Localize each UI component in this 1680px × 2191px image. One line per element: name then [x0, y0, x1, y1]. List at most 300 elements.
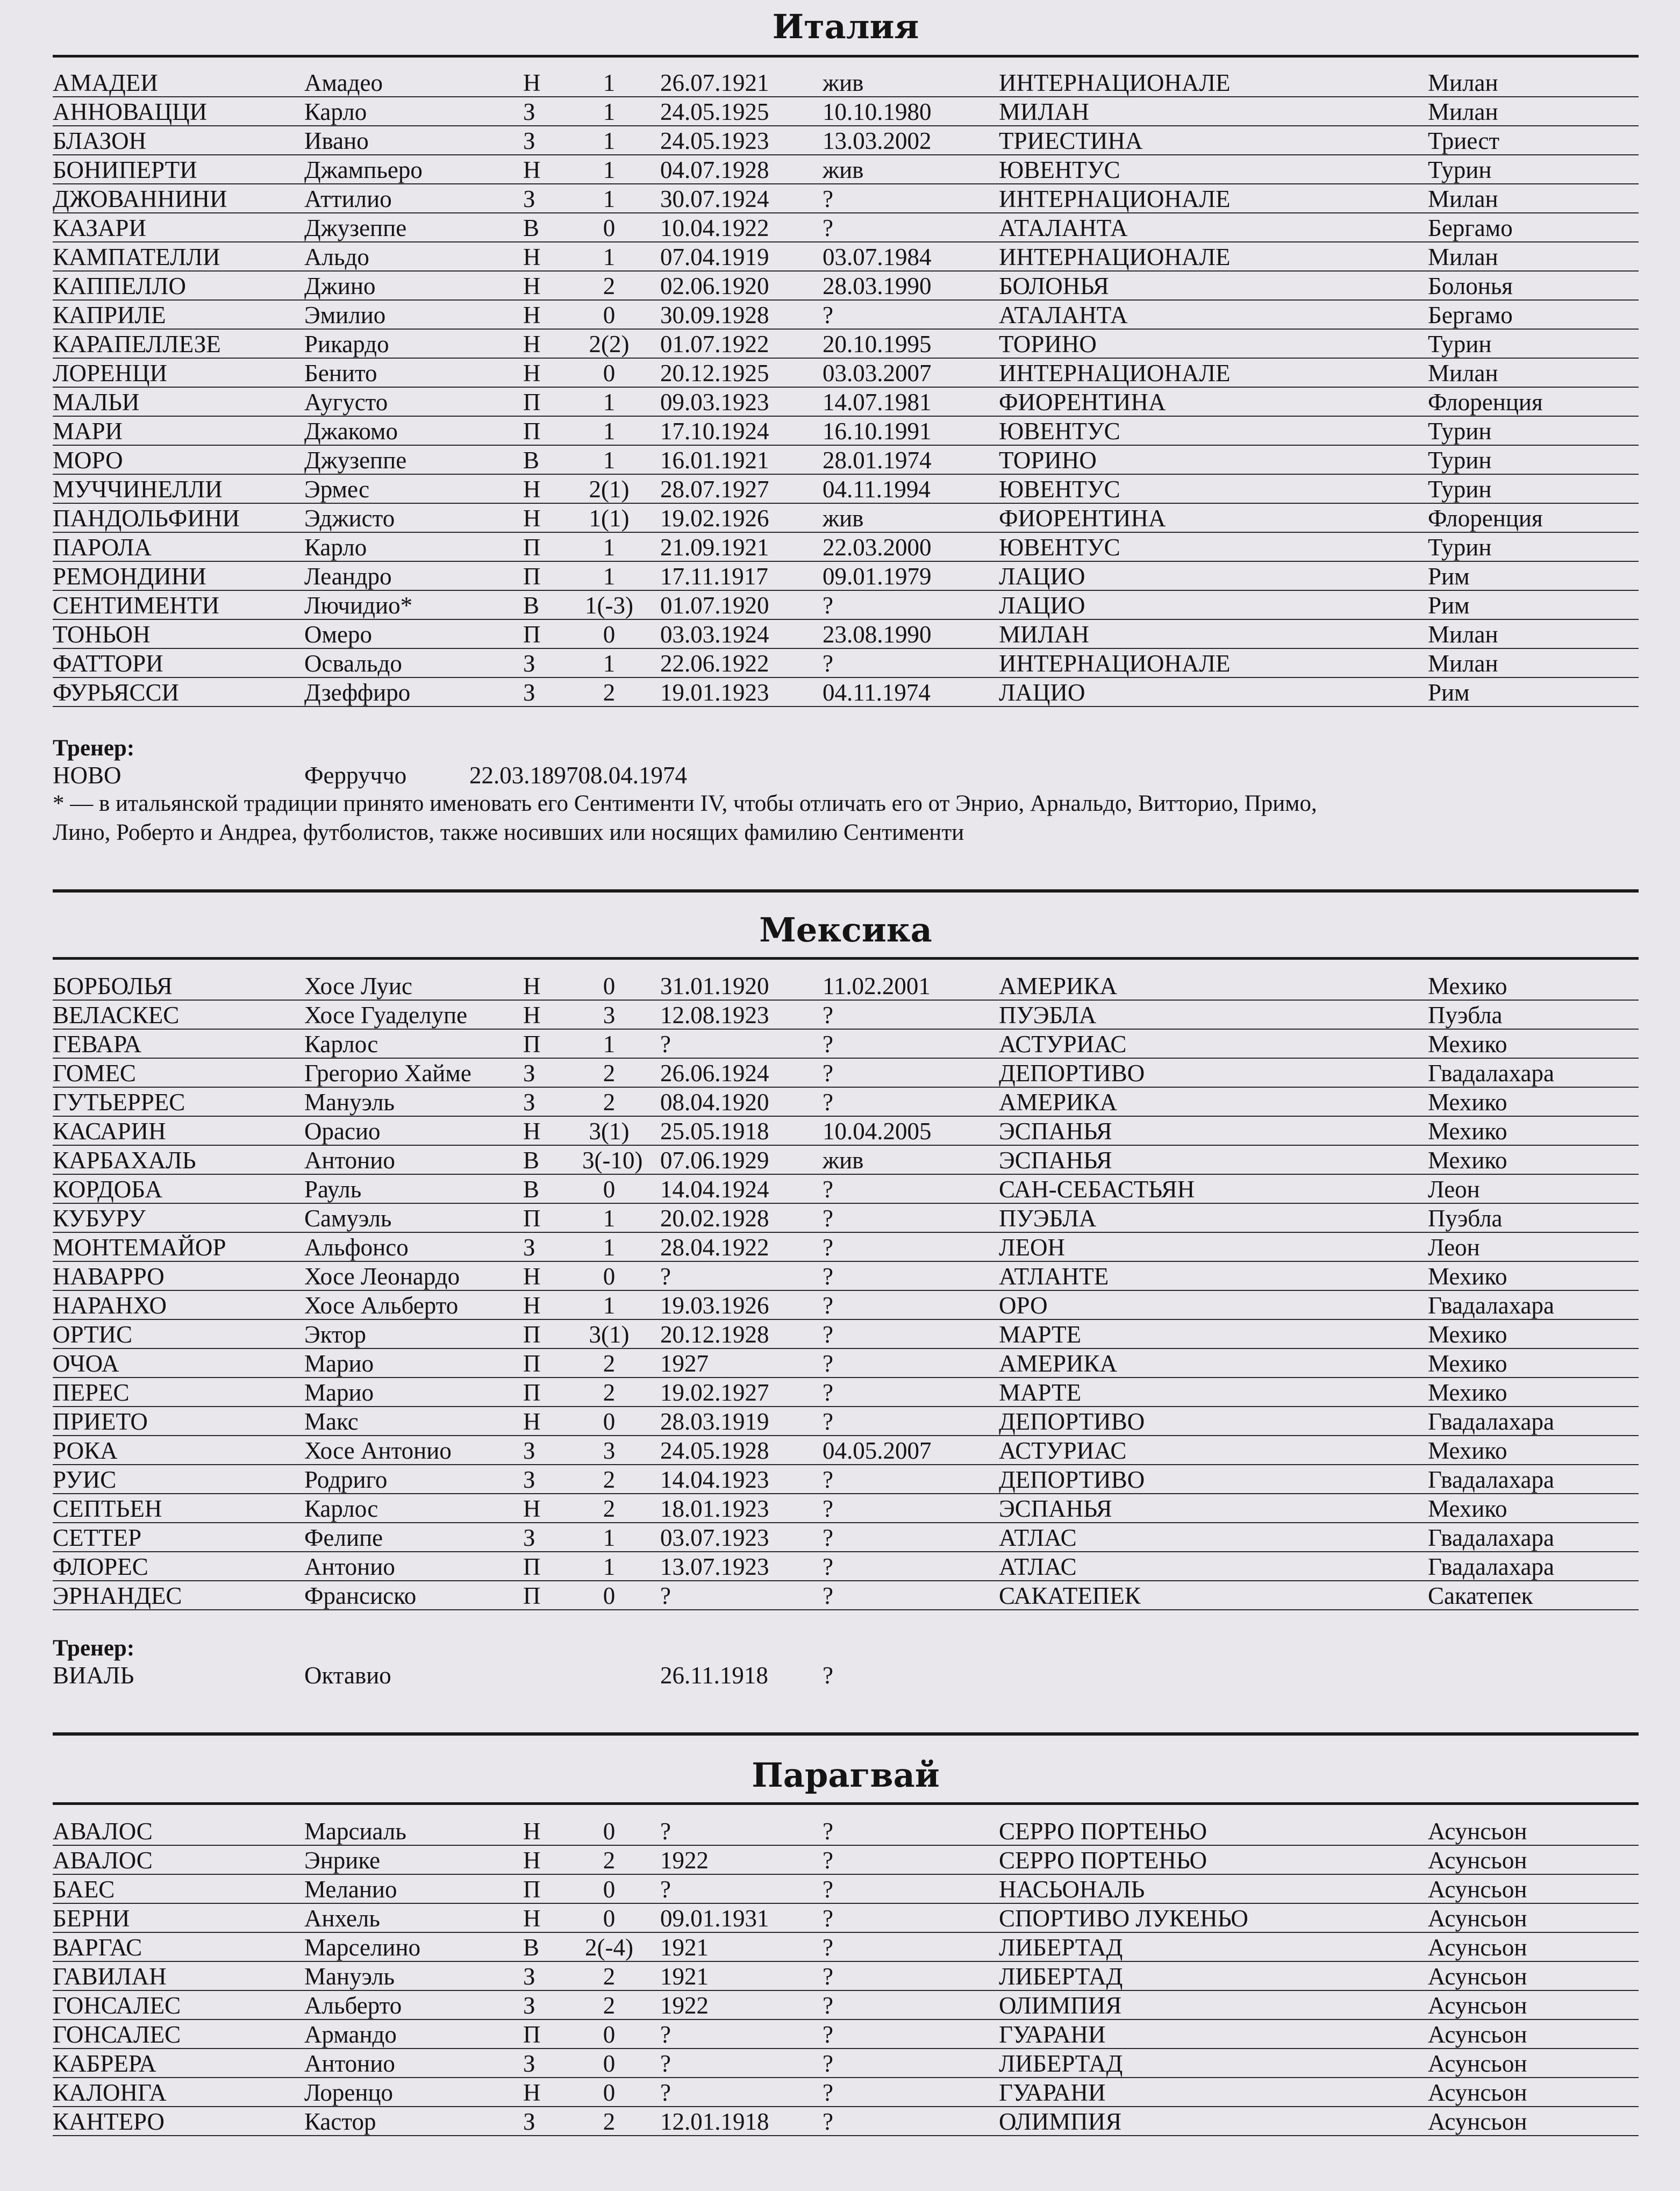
cell-birth-date: 30.07.1924	[660, 185, 769, 212]
cell-death-date: ?	[823, 650, 833, 677]
cell-position: П	[523, 1350, 541, 1377]
cell-position: З	[523, 1963, 535, 1990]
cell-position: З	[523, 98, 535, 125]
cell-goals: 1	[603, 69, 616, 96]
cell-death-date: ?	[823, 1031, 833, 1058]
cell-birth-date: 24.05.1925	[660, 98, 769, 125]
cell-city: Гвадалахара	[1428, 1292, 1554, 1319]
cell-club: ЮВЕНТУС	[999, 156, 1120, 183]
cell-first-name: Самуэль	[304, 1205, 392, 1232]
cell-goals: 2(-4)	[585, 1934, 633, 1961]
cell-first-name: Лючидио*	[304, 592, 413, 619]
section-title-mexico: Мексика	[759, 910, 932, 950]
cell-position: П	[523, 1582, 541, 1609]
cell-city: Милан	[1428, 621, 1498, 648]
cell-club: ГУАРАНИ	[999, 2021, 1106, 2048]
cell-surname: АМАДЕИ	[53, 69, 158, 96]
cell-death-date: ?	[823, 2021, 833, 2048]
cell-city: Рим	[1428, 679, 1470, 706]
cell-position: Н	[523, 1408, 541, 1435]
cell-death-date: 09.01.1979	[823, 563, 932, 590]
cell-position: П	[523, 1876, 541, 1903]
cell-goals: 0	[603, 1176, 616, 1203]
table-row	[53, 1175, 1639, 1204]
cell-first-name: Джино	[304, 273, 376, 299]
cell-death-date: ?	[823, 1905, 833, 1932]
cell-goals: 2	[603, 1992, 616, 2019]
cell-first-name: Эмилио	[304, 302, 386, 329]
cell-birth-date: 09.03.1923	[660, 389, 769, 416]
cell-club: ЭСПАНЬЯ	[999, 1118, 1112, 1145]
cell-city: Гвадалахара	[1428, 1553, 1554, 1580]
cell-goals: 1	[603, 244, 616, 270]
cell-surname: АВАЛОС	[53, 1818, 153, 1845]
section-rule	[53, 1802, 1639, 1805]
table-row	[53, 1117, 1639, 1146]
cell-position: Н	[523, 1118, 541, 1145]
cell-first-name: Армандо	[304, 2021, 397, 2048]
cell-death-date: 03.07.1984	[823, 244, 932, 270]
cell-city: Милан	[1428, 650, 1498, 677]
cell-position: З	[523, 2050, 535, 2077]
table-row	[53, 2107, 1639, 2136]
cell-birth-date: 31.01.1920	[660, 973, 769, 1000]
cell-city: Милан	[1428, 185, 1498, 212]
cell-death-date: ?	[823, 1234, 833, 1261]
cell-goals: 1	[603, 1524, 616, 1551]
cell-goals: 0	[603, 2050, 616, 2077]
cell-surname: ПАНДОЛЬФИНИ	[53, 505, 240, 532]
cell-surname: МАРИ	[53, 418, 123, 445]
cell-goals: 2	[603, 1963, 616, 1990]
cell-first-name: Освальдо	[304, 650, 402, 677]
cell-death-date: ?	[823, 1876, 833, 1903]
cell-city: Мехико	[1428, 1495, 1507, 1522]
cell-city: Мехико	[1428, 1263, 1507, 1290]
table-row	[53, 1904, 1639, 1933]
cell-goals: 2	[603, 273, 616, 299]
cell-birth-date: 03.07.1923	[660, 1524, 769, 1551]
cell-first-name: Макс	[304, 1408, 359, 1435]
cell-surname: НАРАНХО	[53, 1292, 167, 1319]
cell-surname: КАРБАХАЛЬ	[53, 1147, 196, 1174]
cell-position: Н	[523, 69, 541, 96]
cell-city: Милан	[1428, 360, 1498, 387]
cell-first-name: Франсиско	[304, 1582, 417, 1609]
cell-city: Рим	[1428, 563, 1470, 590]
cell-first-name: Кастор	[304, 2108, 376, 2135]
table-row	[53, 591, 1639, 620]
cell-surname: КАПРИЛЕ	[53, 302, 166, 329]
cell-goals: 0	[603, 621, 616, 648]
cell-first-name: Орасио	[304, 1118, 381, 1145]
section-divider	[53, 1732, 1639, 1736]
cell-goals: 0	[603, 360, 616, 387]
cell-death-date: ?	[823, 215, 833, 241]
cell-surname: МАЛЬИ	[53, 389, 140, 416]
cell-surname: ПАРОЛА	[53, 534, 152, 561]
cell-goals: 0	[603, 1905, 616, 1932]
cell-city: Турин	[1428, 534, 1492, 561]
cell-position: П	[523, 1379, 541, 1406]
cell-birth-date: 04.07.1928	[660, 156, 769, 183]
table-row	[53, 1933, 1639, 1962]
cell-first-name: Фелипе	[304, 1524, 383, 1551]
cell-position: З	[523, 2108, 535, 2135]
cell-goals: 2	[603, 1089, 616, 1116]
cell-position: З	[523, 127, 535, 154]
cell-city: Флоренция	[1428, 389, 1543, 416]
cell-birth-date: 21.09.1921	[660, 534, 769, 561]
cell-death-date: жив	[823, 69, 864, 96]
cell-position: П	[523, 534, 541, 561]
cell-surname: АВАЛОС	[53, 1847, 153, 1874]
cell-club: ЛЕОН	[999, 1234, 1066, 1261]
table-row	[53, 972, 1639, 1001]
cell-position: В	[523, 592, 540, 619]
cell-city: Бергамо	[1428, 302, 1513, 329]
coach-name: Ферруччо	[304, 762, 407, 789]
cell-club: ОЛИМПИЯ	[999, 1992, 1122, 2019]
table-row	[53, 1465, 1639, 1494]
cell-goals: 0	[603, 215, 616, 241]
cell-goals: 2	[603, 1847, 616, 1874]
cell-death-date: 28.01.1974	[823, 447, 932, 474]
cell-surname: РОКА	[53, 1437, 118, 1464]
table-row	[53, 678, 1639, 707]
cell-goals: 0	[603, 973, 616, 1000]
cell-club: ТРИЕСТИНА	[999, 127, 1143, 154]
cell-goals: 2	[603, 1495, 616, 1522]
cell-surname: БАЕС	[53, 1876, 115, 1903]
cell-first-name: Эрмес	[304, 476, 370, 503]
table-row	[53, 359, 1639, 388]
cell-goals: 1	[603, 418, 616, 445]
cell-death-date: ?	[823, 1060, 833, 1087]
section-rule	[53, 55, 1639, 58]
footnote-line: * — в итальянской традиции принято именовать его Сентименти IV, чтобы отличать его от Энрио, Арнальдо, Витторио, Примо,	[53, 791, 1317, 816]
cell-goals: 0	[603, 1818, 616, 1845]
table-row	[53, 562, 1639, 591]
cell-birth-date: 25.05.1918	[660, 1118, 769, 1145]
cell-surname: МУЧЧИНЕЛЛИ	[53, 476, 223, 503]
cell-position: З	[523, 185, 535, 212]
cell-city: Пуэбла	[1428, 1205, 1503, 1232]
cell-position: П	[523, 1321, 541, 1348]
coach-surname: ВИАЛЬ	[53, 1662, 134, 1689]
cell-city: Мехико	[1428, 1031, 1507, 1058]
table-row	[53, 2020, 1639, 2049]
cell-club: ИНТЕРНАЦИОНАЛЕ	[999, 69, 1231, 96]
section-divider	[53, 889, 1639, 893]
cell-city: Асунсьон	[1428, 1992, 1527, 2019]
table-row	[53, 1059, 1639, 1088]
cell-death-date: 13.03.2002	[823, 127, 932, 154]
cell-city: Мехико	[1428, 1350, 1507, 1377]
section-rule	[53, 957, 1639, 960]
table-row	[53, 1146, 1639, 1175]
cell-club: ДЕПОРТИВО	[999, 1060, 1145, 1087]
cell-city: Пуэбла	[1428, 1002, 1503, 1029]
cell-birth-date: 18.01.1923	[660, 1495, 769, 1522]
cell-city: Болонья	[1428, 273, 1513, 299]
cell-goals: 1	[603, 534, 616, 561]
cell-city: Сакатепек	[1428, 1582, 1533, 1609]
section-italy	[53, 5, 1639, 847]
cell-birth-date: 1922	[660, 1992, 709, 2019]
cell-first-name: Хосе Антонио	[304, 1437, 452, 1464]
cell-goals: 2(2)	[589, 331, 630, 358]
cell-first-name: Марсиаль	[304, 1818, 406, 1845]
cell-birth-date: 22.06.1922	[660, 650, 769, 677]
cell-first-name: Альфонсо	[304, 1234, 409, 1261]
cell-position: З	[523, 1992, 535, 2019]
cell-birth-date: 01.07.1922	[660, 331, 769, 358]
cell-club: ЛИБЕРТАД	[999, 2050, 1123, 2077]
table-row	[53, 1875, 1639, 1904]
cell-death-date: ?	[823, 1350, 833, 1377]
table-row	[53, 68, 1639, 97]
cell-club: МАРТЕ	[999, 1321, 1082, 1348]
cell-birth-date: 14.04.1924	[660, 1176, 769, 1203]
cell-birth-date: 19.02.1926	[660, 505, 769, 532]
cell-birth-date: 24.05.1928	[660, 1437, 769, 1464]
cell-first-name: Меланио	[304, 1876, 397, 1903]
cell-position: З	[523, 1234, 535, 1261]
cell-city: Асунсьон	[1428, 2108, 1527, 2135]
cell-position: Н	[523, 1002, 541, 1029]
cell-surname: МОРО	[53, 447, 123, 474]
cell-club: АМЕРИКА	[999, 1089, 1118, 1116]
cell-club: ЮВЕНТУС	[999, 534, 1120, 561]
player-table-paraguay	[53, 1817, 1639, 2136]
cell-surname: КАРАПЕЛЛЕЗЕ	[53, 331, 221, 358]
table-row	[53, 1494, 1639, 1523]
cell-birth-date: 1927	[660, 1350, 709, 1377]
cell-surname: СЕНТИМЕНТИ	[53, 592, 219, 619]
cell-death-date: ?	[823, 1524, 833, 1551]
table-row	[53, 1088, 1639, 1117]
cell-death-date: ?	[823, 1292, 833, 1319]
cell-first-name: Мануэль	[304, 1089, 395, 1116]
cell-death-date: 10.04.2005	[823, 1118, 932, 1145]
cell-position: В	[523, 1176, 540, 1203]
cell-birth-date: 12.01.1918	[660, 2108, 769, 2135]
player-table-italy	[53, 68, 1639, 707]
cell-position: П	[523, 1031, 541, 1058]
cell-club: СЕРРО ПОРТЕНЬО	[999, 1818, 1207, 1845]
cell-position: З	[523, 1089, 535, 1116]
cell-death-date: ?	[823, 1495, 833, 1522]
cell-position: Н	[523, 1905, 541, 1932]
cell-position: Н	[523, 244, 541, 270]
table-row	[53, 1320, 1639, 1349]
cell-city: Леон	[1428, 1234, 1480, 1261]
cell-death-date: ?	[823, 1205, 833, 1232]
cell-death-date: 22.03.2000	[823, 534, 932, 561]
cell-birth-date: ?	[660, 2079, 671, 2106]
table-row	[53, 155, 1639, 184]
cell-goals: 2	[603, 679, 616, 706]
cell-club: ДЕПОРТИВО	[999, 1466, 1145, 1493]
cell-city: Гвадалахара	[1428, 1524, 1554, 1551]
table-row	[53, 446, 1639, 475]
cell-club: ИНТЕРНАЦИОНАЛЕ	[999, 650, 1231, 677]
cell-first-name: Марселино	[304, 1934, 421, 1961]
table-row	[53, 97, 1639, 126]
cell-city: Милан	[1428, 98, 1498, 125]
table-row	[53, 213, 1639, 242]
cell-death-date: ?	[823, 1847, 833, 1874]
cell-city: Мехико	[1428, 1147, 1507, 1174]
cell-surname: КАБРЕРА	[53, 2050, 156, 2077]
cell-birth-date: ?	[660, 2021, 671, 2048]
cell-club: ПУЭБЛА	[999, 1002, 1097, 1029]
cell-city: Милан	[1428, 69, 1498, 96]
cell-position: З	[523, 679, 535, 706]
cell-goals: 0	[603, 1263, 616, 1290]
cell-goals: 3(-10)	[582, 1147, 643, 1174]
cell-club: АТЛАС	[999, 1524, 1077, 1551]
cell-surname: КАНТЕРО	[53, 2108, 165, 2135]
table-row	[53, 1407, 1639, 1436]
cell-death-date: ?	[823, 1263, 833, 1290]
cell-first-name: Рауль	[304, 1176, 362, 1203]
cell-first-name: Хосе Гуаделупе	[304, 1002, 468, 1029]
cell-city: Асунсьон	[1428, 2050, 1527, 2077]
cell-club: ИНТЕРНАЦИОНАЛЕ	[999, 185, 1231, 212]
cell-goals: 0	[603, 1408, 616, 1435]
cell-surname: КАЛОНГА	[53, 2079, 167, 2106]
cell-goals: 0	[603, 1582, 616, 1609]
cell-club: ФИОРЕНТИНА	[999, 505, 1166, 532]
table-row	[53, 126, 1639, 155]
cell-position: П	[523, 2021, 541, 2048]
cell-first-name: Карло	[304, 534, 367, 561]
cell-surname: БОНИПЕРТИ	[53, 156, 197, 183]
cell-death-date: 28.03.1990	[823, 273, 932, 299]
cell-first-name: Ивано	[304, 127, 369, 154]
cell-surname: КАСАРИН	[53, 1118, 166, 1145]
cell-birth-date: 19.01.1923	[660, 679, 769, 706]
cell-first-name: Марио	[304, 1379, 374, 1406]
cell-club: ГУАРАНИ	[999, 2079, 1106, 2106]
table-row	[53, 2049, 1639, 2078]
cell-first-name: Грегорио Хайме	[304, 1060, 471, 1087]
cell-surname: ЛОРЕНЦИ	[53, 360, 168, 387]
cell-first-name: Карлос	[304, 1495, 378, 1522]
coach-surname: НОВО	[53, 762, 121, 789]
table-row	[53, 1817, 1639, 1846]
cell-first-name: Альдо	[304, 244, 369, 270]
cell-death-date: 14.07.1981	[823, 389, 932, 416]
cell-surname: ГОМЕС	[53, 1060, 136, 1087]
cell-club: ДЕПОРТИВО	[999, 1408, 1145, 1435]
cell-club: ТОРИНО	[999, 331, 1097, 358]
cell-birth-date: ?	[660, 1031, 671, 1058]
cell-goals: 1	[603, 650, 616, 677]
cell-club: САКАТЕПЕК	[999, 1582, 1141, 1609]
cell-city: Мехико	[1428, 1379, 1507, 1406]
cell-death-date: 23.08.1990	[823, 621, 932, 648]
cell-goals: 1	[603, 447, 616, 474]
cell-surname: КАЗАРИ	[53, 215, 146, 241]
cell-position: П	[523, 1205, 541, 1232]
cell-first-name: Антонио	[304, 2050, 395, 2077]
cell-position: П	[523, 621, 541, 648]
cell-surname: ФЛОРЕС	[53, 1553, 148, 1580]
cell-death-date: ?	[823, 1089, 833, 1116]
cell-position: Н	[523, 476, 541, 503]
coach-name: Октавио	[304, 1662, 391, 1689]
cell-first-name: Джампьеро	[304, 156, 423, 183]
table-row	[53, 1001, 1639, 1030]
cell-club: АМЕРИКА	[999, 973, 1118, 1000]
cell-death-date: ?	[823, 2050, 833, 2077]
cell-birth-date: 20.12.1925	[660, 360, 769, 387]
cell-goals: 0	[603, 2079, 616, 2106]
table-row	[53, 1349, 1639, 1378]
cell-position: Н	[523, 1818, 541, 1845]
cell-birth-date: ?	[660, 1818, 671, 1845]
table-row	[53, 1436, 1639, 1465]
cell-city: Мехико	[1428, 1321, 1507, 1348]
cell-surname: СЕТТЕР	[53, 1524, 141, 1551]
cell-position: Н	[523, 273, 541, 299]
cell-club: СПОРТИВО ЛУКЕНЬО	[999, 1905, 1248, 1932]
cell-birth-date: ?	[660, 1263, 671, 1290]
cell-club: ТОРИНО	[999, 447, 1097, 474]
table-row	[53, 475, 1639, 504]
cell-club: МИЛАН	[999, 621, 1090, 648]
table-row	[53, 301, 1639, 330]
cell-surname: ФАТТОРИ	[53, 650, 163, 677]
cell-surname: РУИС	[53, 1466, 117, 1493]
player-table-mexico	[53, 972, 1639, 1610]
cell-first-name: Мануэль	[304, 1963, 395, 1990]
cell-death-date: жив	[823, 1147, 864, 1174]
cell-club: АМЕРИКА	[999, 1350, 1118, 1377]
cell-surname: ГУТЬЕРРЕС	[53, 1089, 185, 1116]
cell-first-name: Аттилио	[304, 185, 392, 212]
cell-club: ОЛИМПИЯ	[999, 2108, 1122, 2135]
cell-goals: 1	[603, 185, 616, 212]
cell-birth-date: 26.06.1924	[660, 1060, 769, 1087]
cell-city: Турин	[1428, 331, 1492, 358]
cell-goals: 1	[603, 1553, 616, 1580]
cell-position: З	[523, 1466, 535, 1493]
table-row	[53, 1262, 1639, 1291]
cell-surname: ТОНЬОН	[53, 621, 151, 648]
cell-position: В	[523, 215, 540, 241]
table-row	[53, 272, 1639, 301]
cell-death-date: ?	[823, 1176, 833, 1203]
cell-goals: 2(1)	[589, 476, 630, 503]
cell-birth-date: 01.07.1920	[660, 592, 769, 619]
cell-surname: КОРДОБА	[53, 1176, 162, 1203]
cell-club: САН-СЕБАСТЬЯН	[999, 1176, 1195, 1203]
coach-block-italy	[53, 735, 1639, 847]
cell-club: ЛИБЕРТАД	[999, 1963, 1123, 1990]
table-row	[53, 649, 1639, 678]
cell-surname: КУБУРУ	[53, 1205, 146, 1232]
cell-goals: 2	[603, 1060, 616, 1087]
cell-club: АТАЛАНТА	[999, 215, 1128, 241]
cell-goals: 3	[603, 1437, 616, 1464]
cell-city: Бергамо	[1428, 215, 1513, 241]
cell-city: Турин	[1428, 418, 1492, 445]
cell-city: Гвадалахара	[1428, 1060, 1554, 1087]
